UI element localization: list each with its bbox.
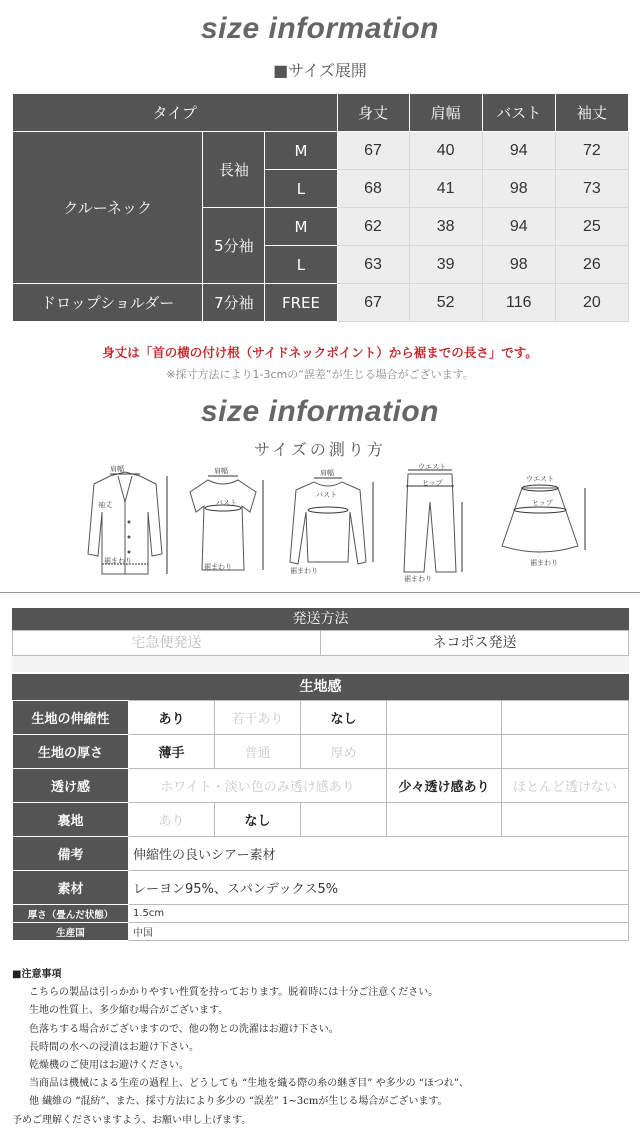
option-cell: 若干あり [215,701,301,735]
table-row [13,923,629,941]
caution-header: ■注意事項 [12,969,62,980]
value-cell: 67 [337,284,409,322]
label-sleeve: 袖丈 [98,501,112,509]
label-bust: バスト [216,499,237,507]
size-cell: L [265,246,337,284]
empty-cell [387,735,502,769]
table-row [13,905,629,923]
header-bust: バスト [482,94,555,132]
stretch-label: 生地の伸縮性 [13,701,129,735]
option-cell: 薄手 [129,735,215,769]
sleeve-half: 5分袖 [203,208,265,284]
lining-label: 裏地 [13,803,129,837]
label-hem: 裾まわり [104,557,132,565]
shipping-option-takkyubin: 宅急便発送 [13,631,321,655]
header-shoulder: 肩幅 [409,94,482,132]
size-cell: FREE [265,284,337,322]
spacer [12,656,629,672]
caution-line: 長時間の水への浸漬はお避け下さい。 [29,1041,199,1053]
remarks-value: 伸縮性の良いシアー素材 [129,837,629,871]
section-divider [0,592,640,593]
caution-line: 乾燥機のご使用はお避けください。 [29,1060,189,1072]
option-cell: なし [215,803,301,837]
label-hip: ヒップ [532,499,553,507]
caution-line: 他 繊維の “混紡”、また、採寸方法により多少の “誤差” 1~3cmが生じる場合がございます。 [29,1096,448,1108]
label-waist: ウエスト [526,475,554,483]
label-hem: 裾まわり [290,567,318,575]
caution-line: 色落ちする場合がございますので、他の物との洗濯はお避け下さい。 [29,1023,339,1035]
table-row [13,701,629,735]
sleeve-long: 長袖 [203,132,265,208]
length-note: 身丈は「首の横の付け根（サイドネックポイント）から裾までの長さ」です。 [102,345,538,360]
label-shoulder: 肩幅 [110,465,124,473]
origin-label: 生産国 [13,923,129,941]
material-label: 素材 [13,871,129,905]
label-waist: ウエスト [418,463,446,471]
table-row [13,284,629,322]
value-cell: 39 [409,246,482,284]
table-row [13,803,629,837]
value-cell: 26 [555,246,628,284]
fabric-header: 生地感 [12,674,629,700]
empty-cell [387,701,502,735]
error-note: ※採寸方法により1-3cmの“誤差”が生じる場合がございます。 [166,368,474,381]
folded-thickness-label: 厚さ（畳んだ状態） [13,905,129,923]
empty-cell [502,803,629,837]
table-row [13,132,629,170]
size-cell: L [265,170,337,208]
option-cell: 少々透け感あり [387,769,502,803]
value-cell: 38 [409,208,482,246]
size-cell: M [265,132,337,170]
table-row [13,837,629,871]
sheer-label: 透け感 [13,769,129,803]
type-drop-shoulder: ドロップショルダー [13,284,203,322]
table-row [13,769,629,803]
coat-diagram [80,462,170,582]
value-cell: 40 [409,132,482,170]
value-cell: 25 [555,208,628,246]
value-cell: 73 [555,170,628,208]
sleeve-seven: 7分袖 [203,284,265,322]
size-info-title: size information [200,12,440,45]
remarks-label: 備考 [13,837,129,871]
label-hem: 裾まわり [530,559,558,567]
value-cell: 62 [337,208,409,246]
header-type: タイプ [13,94,338,132]
option-cell: なし [301,701,387,735]
value-cell: 72 [555,132,628,170]
size-table-header [13,94,629,132]
material-value: レーヨン95%、スパンデックス5% [129,871,629,905]
label-hip: ヒップ [422,479,443,487]
thickness-label: 生地の厚さ [13,735,129,769]
header-length: 身丈 [337,94,409,132]
value-cell: 63 [337,246,409,284]
option-cell: ほとんど透けない [502,769,629,803]
header-sleeve: 袖丈 [555,94,628,132]
folded-thickness-value: 1.5cm [129,905,629,923]
dress-diagram [178,462,268,582]
caution-line: 当商品は機械による生産の過程上、どうしても “生地を織る際の糸の継ぎ目” や多少の “ほつれ”、 [29,1078,469,1090]
shipping-option-nekopos: ネコポス発送 [432,635,517,651]
size-table [12,93,629,322]
label-shoulder: 肩幅 [320,469,334,477]
shipping-options [12,630,629,656]
skirt-diagram [490,462,590,582]
measure-title: size information [200,395,440,428]
empty-cell [301,803,387,837]
label-shoulder: 肩幅 [214,467,228,475]
value-cell: 67 [337,132,409,170]
value-cell: 94 [482,208,555,246]
pants-diagram [390,462,470,582]
empty-cell [502,701,629,735]
label-bust: バスト [316,491,337,499]
option-cell: 普通 [215,735,301,769]
measurement-diagrams [70,462,590,582]
empty-cell [502,735,629,769]
value-cell: 98 [482,170,555,208]
caution-section [12,966,629,1130]
value-cell: 68 [337,170,409,208]
type-crew-neck: クルーネック [13,132,203,284]
top-diagram [278,462,378,582]
caution-line: 予めご理解くださいますよう、お願い申し上げます。 [12,1114,252,1126]
table-row [13,871,629,905]
option-cell: あり [129,803,215,837]
top-icon [278,462,378,582]
caution-line: 生地の性質上、多少縮む場合がございます。 [29,1005,229,1017]
value-cell: 94 [482,132,555,170]
shipping-header: 発送方法 [12,608,629,630]
label-hem: 裾まわり [204,563,232,571]
fabric-table [12,700,629,941]
option-cell: ホワイト・淡い色のみ透け感あり [129,769,387,803]
value-cell: 116 [482,284,555,322]
value-cell: 98 [482,246,555,284]
option-cell: 厚め [301,735,387,769]
option-cell: あり [129,701,215,735]
table-row [13,735,629,769]
value-cell: 52 [409,284,482,322]
value-cell: 20 [555,284,628,322]
size-subtitle: ■サイズ展開 [273,61,367,80]
measure-subtitle: サイズの測り方 [254,440,386,459]
label-hem: 裾まわり [404,575,432,583]
origin-value: 中国 [129,923,629,941]
value-cell: 41 [409,170,482,208]
empty-cell [387,803,502,837]
size-cell: M [265,208,337,246]
caution-line: こちらの製品は引っかかりやすい性質を持っております。脱着時には十分ご注意ください。 [29,987,439,999]
